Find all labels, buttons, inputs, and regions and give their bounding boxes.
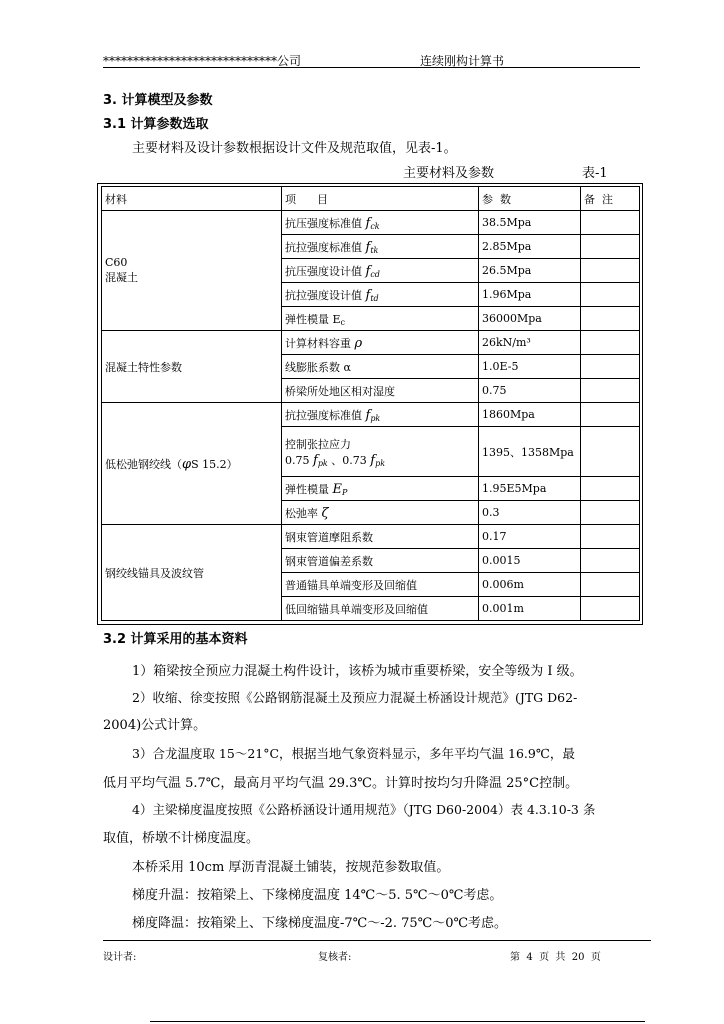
value-cell: 26.5Mpa: [479, 259, 581, 283]
material-strand-prefix: 低松弛钢绞线（: [105, 457, 182, 471]
item-subscript: pk: [317, 458, 328, 468]
item-symbol: f: [313, 452, 318, 468]
item-label: 抗拉强度标准值: [285, 408, 362, 422]
section-3-1-title: 3.1 计算参数选取: [103, 117, 209, 132]
note-cell: [581, 477, 640, 501]
item-label: 抗压强度设计值: [285, 264, 362, 278]
material-c60: [102, 211, 282, 331]
item-symbol: E: [332, 481, 342, 497]
material-c60-line2: 混凝土: [105, 271, 138, 284]
value-cell: 0.3: [479, 501, 581, 525]
value-cell: 0.75: [479, 379, 581, 403]
item-cell: 低回缩锚具单端变形及回缩值: [282, 597, 479, 621]
item-label: 弹性模量 E: [285, 312, 341, 326]
item-label-line2: [285, 452, 475, 468]
value-cell: 1860Mpa: [479, 403, 581, 427]
note-cell: [581, 235, 640, 259]
item-label-coef-b: 、0.73: [331, 453, 367, 467]
table-row: [102, 211, 640, 235]
paragraph-7: 梯度降温：按箱梁上、下缘梯度温度-7℃～-2. 75℃～0℃考虑。: [132, 916, 508, 931]
bottom-rule: [150, 1021, 645, 1022]
item-cell: [282, 211, 479, 235]
parameter-table: [101, 186, 640, 621]
item-label: 抗压强度标准值: [285, 216, 362, 230]
material-strand: [102, 403, 282, 525]
item-cell: 钢束管道偏差系数: [282, 549, 479, 573]
item-label: 抗拉强度标准值: [285, 240, 362, 254]
value-cell: 0.006m: [479, 573, 581, 597]
paragraph-4a: 4）主梁梯度温度按照《公路桥涵设计通用规范》（JTG D60-2004）表 4.3.10-3 条: [132, 802, 596, 817]
item-cell: 桥梁所处地区相对湿度: [282, 379, 479, 403]
note-cell: [581, 427, 640, 477]
item-label-line1: 控制张拉应力: [285, 437, 351, 451]
parameter-table-wrap: [101, 186, 639, 621]
item-subscript: ck: [370, 221, 380, 231]
section-3-1-intro: 主要材料及设计参数根据设计文件及规范取值，见表-1。: [132, 141, 457, 156]
note-cell: [581, 355, 640, 379]
item-subscript: td: [370, 293, 379, 303]
value-cell: 36000Mpa: [479, 307, 581, 331]
item-subscript: pk: [370, 413, 381, 423]
header-doc-title: 连续刚构计算书: [420, 54, 505, 68]
table-row: [102, 403, 640, 427]
paragraph-1: 1）箱梁按全预应力混凝土构件设计，该桥为城市重要桥梁，安全等级为 I 级。: [132, 664, 583, 679]
material-c60-line1: C60: [105, 256, 128, 269]
item-symbol: f: [365, 263, 371, 279]
note-cell: [581, 403, 640, 427]
item-subscript: P: [342, 487, 348, 497]
item-label: 抗拉强度设计值: [285, 288, 362, 302]
header-company: *****************************公司: [103, 54, 302, 68]
item-cell: [282, 283, 479, 307]
item-label-coef-a: 0.75: [285, 453, 310, 467]
item-cell: [282, 477, 479, 501]
note-cell: [581, 597, 640, 621]
item-symbol: ζ: [321, 505, 329, 521]
item-symbol: ρ: [354, 335, 363, 351]
header-param: 参 数: [479, 187, 581, 211]
item-cell: [282, 403, 479, 427]
note-cell: [581, 307, 640, 331]
item-subscript: c: [340, 317, 346, 327]
note-cell: [581, 211, 640, 235]
item-subscript: cd: [370, 269, 380, 279]
material-concrete-props: 混凝土特性参数: [102, 331, 282, 403]
item-label: 松弛率: [285, 506, 318, 520]
section-3-title: 3. 计算模型及参数: [103, 93, 213, 108]
paragraph-6: 梯度升温：按箱梁上、下缘梯度温度 14℃～5. 5℃～0℃考虑。: [132, 888, 503, 903]
value-cell: 1.96Mpa: [479, 283, 581, 307]
material-anchorage: 钢绞线锚具及波纹管: [102, 525, 282, 621]
note-cell: [581, 549, 640, 573]
item-cell: [282, 331, 479, 355]
item-subscript-b: pk: [375, 458, 386, 468]
note-cell: [581, 331, 640, 355]
table-number: 表-1: [582, 166, 608, 181]
note-cell: [581, 573, 640, 597]
item-symbol: f: [365, 287, 371, 303]
paragraph-3b: 低月平均气温 5.7℃，最高月平均气温 29.3℃。计算时按均匀升降温 25°C控制。: [103, 776, 579, 791]
footer-rule: [103, 940, 651, 941]
header-material: 材料: [102, 187, 282, 211]
note-cell: [581, 501, 640, 525]
paragraph-3a: 3）合龙温度取 15～21°C，根据当地气象资料显示，多年平均气温 16.9℃，最: [132, 746, 575, 761]
material-strand-suffix: S 15.2）: [191, 457, 238, 471]
note-cell: [581, 525, 640, 549]
table-caption: 主要材料及参数: [403, 166, 495, 181]
item-cell: [282, 427, 479, 477]
item-cell: 线膨胀系数 α: [282, 355, 479, 379]
item-subscript: tk: [370, 245, 379, 255]
item-symbol: f: [365, 215, 371, 231]
note-cell: [581, 283, 640, 307]
table-row: [102, 525, 640, 549]
header-rule: [103, 67, 640, 68]
item-cell: 钢束管道摩阻系数: [282, 525, 479, 549]
footer-designer: 设计者:: [103, 952, 137, 963]
item-cell: [282, 501, 479, 525]
note-cell: [581, 379, 640, 403]
value-cell: 38.5Mpa: [479, 211, 581, 235]
value-cell: 1.95E5Mpa: [479, 477, 581, 501]
paragraph-2a: 2）收缩、徐变按照《公路钢筋混凝土及预应力混凝土桥涵设计规范》(JTG D62-: [132, 690, 578, 705]
value-cell: 26kN/m³: [479, 331, 581, 355]
item-symbol-b: f: [370, 452, 376, 468]
value-cell: 0.0015: [479, 549, 581, 573]
item-cell: [282, 235, 479, 259]
table-header-row: [102, 187, 640, 211]
value-cell: 0.17: [479, 525, 581, 549]
note-cell: [581, 259, 640, 283]
value-cell: 1.0E-5: [479, 355, 581, 379]
item-cell: [282, 259, 479, 283]
item-label: 弹性模量: [285, 482, 329, 496]
item-label: 计算材料容重: [285, 336, 351, 350]
paragraph-5: 本桥采用 10cm 厚沥青混凝土铺装，按规范参数取值。: [132, 860, 450, 875]
value-cell: 0.001m: [479, 597, 581, 621]
header-item: 项 目: [282, 187, 479, 211]
table-row: [102, 331, 640, 355]
item-symbol: f: [365, 239, 371, 255]
footer-page-number: 第 4 页 共 20 页: [510, 952, 601, 963]
paragraph-4b: 取值，桥墩不计梯度温度。: [103, 831, 260, 846]
item-cell: [282, 307, 479, 331]
value-cell: 2.85Mpa: [479, 235, 581, 259]
footer-reviewer: 复核者:: [318, 952, 352, 963]
item-cell: 普通锚具单端变形及回缩值: [282, 573, 479, 597]
item-symbol: f: [365, 407, 371, 423]
paragraph-2b: 2004)公式计算。: [103, 718, 207, 733]
value-cell: 1395、1358Mpa: [479, 427, 581, 477]
material-strand-symbol: φ: [182, 456, 192, 472]
header-note: 备 注: [581, 187, 640, 211]
section-3-2-title: 3.2 计算采用的基本资料: [103, 632, 248, 647]
